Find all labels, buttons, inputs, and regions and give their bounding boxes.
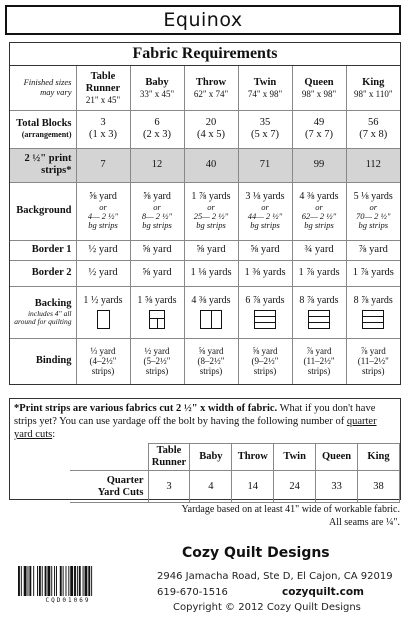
note-underlined: quarter yard cuts (14, 416, 377, 441)
background-cell (184, 182, 238, 240)
background-line: bg strips (196, 220, 226, 231)
quarter-yard-note-panel (9, 398, 401, 500)
border1-cell: ⅝ yard (130, 240, 184, 260)
company-website[interactable]: cozyquilt.com (282, 586, 364, 598)
backing-value: 1 ⅝ yards (137, 295, 177, 307)
size-name: Queen (304, 76, 334, 88)
barcode (18, 566, 118, 596)
fabric-requirements-panel (9, 42, 401, 385)
total-blocks-label (10, 110, 76, 148)
background-line: 62— 2 ½" (301, 211, 337, 222)
binding-cell (130, 338, 184, 384)
quarter-cuts-row (70, 471, 400, 503)
size-name: Table (90, 70, 116, 82)
backing-cell (346, 286, 400, 338)
fabric-requirements-heading: Fabric Requirements (10, 43, 400, 66)
backing-note: includes 4" all (27, 308, 72, 318)
backing-seam-diagram (149, 310, 165, 329)
size-name: King (362, 76, 385, 88)
quarter-size-name: Table (156, 445, 182, 457)
border1-cell: ⅝ yard (238, 240, 292, 260)
binding-line: strips) (91, 366, 115, 377)
background-line: 70— 2 ½" (355, 211, 391, 222)
background-line: bg strips (88, 220, 118, 231)
quarter-column-header (358, 444, 400, 471)
size-name: Throw (195, 76, 227, 88)
blocks-value: 6 (154, 116, 160, 128)
blocks-value: 35 (259, 116, 271, 128)
border1-cell: ⅝ yard (184, 240, 238, 260)
barcode-bar (54, 566, 55, 596)
background-line: bg strips (250, 220, 280, 231)
border2-cell: ½ yard (76, 260, 130, 286)
binding-line: (5–2½" (143, 356, 171, 367)
binding-line: ⅞ yard (360, 345, 386, 356)
binding-line: ⅝ yard (252, 345, 278, 356)
background-cell (130, 182, 184, 240)
total-blocks-cell (76, 110, 130, 148)
binding-line: (11–2½" (357, 356, 389, 367)
quarter-cuts-cell: 38 (358, 471, 400, 503)
barcode-bar (70, 566, 73, 596)
note-text: What if you don't have strips yet? You can use yardage off the bolt by having the following number of (14, 403, 376, 428)
backing-cell (76, 286, 130, 338)
binding-line: (8–2½" (197, 356, 225, 367)
binding-line: strips) (145, 366, 169, 377)
background-row (10, 182, 400, 240)
barcode-bar (79, 566, 81, 596)
barcode-bar (68, 566, 69, 596)
border1-label: Border 1 (10, 240, 76, 260)
backing-value: 8 ⅞ yards (299, 295, 339, 307)
barcode-bar (39, 566, 41, 596)
background-cell (238, 182, 292, 240)
yardage-footnote: Yardage based on at least 41" wide of workable fabric. (181, 504, 400, 515)
seams-footnote: All seams are ¼". (328, 517, 400, 528)
print-strips-text: 2 ½" print (24, 152, 72, 164)
background-line: or (99, 201, 107, 212)
border2-cell: ⅝ yard (130, 260, 184, 286)
backing-cell (184, 286, 238, 338)
barcode-bar (51, 566, 52, 596)
backing-cell (238, 286, 292, 338)
border2-cell: 1 ⅛ yards (184, 260, 238, 286)
background-line: ⅝ yard (89, 191, 117, 203)
barcode-bar (83, 566, 84, 596)
background-line: or (315, 201, 323, 212)
size-dims: 74" x 98" (247, 88, 283, 99)
quarter-size-name: Baby (199, 451, 223, 463)
quarter-column-header (274, 444, 316, 471)
arrangement-value: (7 x 7) (305, 129, 333, 140)
pattern-title: Equinox (163, 9, 243, 31)
binding-row (10, 338, 400, 384)
total-blocks-cell (238, 110, 292, 148)
print-strips-text-2: strips* (41, 165, 72, 176)
border2-cell: 1 ⅞ yards (292, 260, 346, 286)
border1-cell: ⅞ yard (346, 240, 400, 260)
quarter-header-row (70, 444, 400, 471)
print-strips-cell: 71 (238, 148, 292, 182)
background-line: or (207, 201, 215, 212)
barcode-bar (24, 566, 27, 596)
size-dims: 21" x 45" (85, 94, 121, 105)
arrangement-value: (5 x 7) (251, 129, 279, 140)
quarter-cuts-cell: 33 (316, 471, 358, 503)
background-cell (76, 182, 130, 240)
quarter-yard-table (70, 443, 400, 503)
background-cell (292, 182, 346, 240)
quarter-size-name: Throw (237, 451, 268, 463)
backing-value: 8 ⅞ yards (353, 295, 393, 307)
barcode-bar (37, 566, 38, 596)
background-label: Background (10, 182, 76, 240)
blocks-value: 56 (368, 116, 379, 128)
size-dims: 33" x 45" (139, 88, 175, 99)
quarter-label-line: Quarter (106, 474, 144, 486)
binding-line: strips) (362, 366, 385, 377)
quarter-size-name: Queen (321, 451, 352, 463)
binding-line: ⅞ yard (306, 345, 332, 356)
size-note-line: may vary (40, 86, 72, 97)
barcode-bar (77, 566, 78, 596)
arrangement-value: (7 x 8) (359, 129, 388, 140)
print-strips-note (10, 399, 400, 441)
background-cell (346, 182, 400, 240)
binding-line: strips) (253, 366, 277, 377)
quarter-label-line: Yard Cuts (97, 486, 144, 498)
barcode-bar (91, 566, 92, 596)
barcode-bar (56, 566, 57, 596)
binding-label: Binding (10, 338, 76, 384)
barcode-bar (42, 566, 43, 596)
barcode-bar (28, 566, 29, 596)
arrangement-value: (2 x 3) (143, 129, 171, 140)
quarter-column-header (190, 444, 232, 471)
size-column-header (346, 66, 400, 110)
backing-label (10, 286, 76, 338)
backing-value: 1 ½ yards (83, 295, 123, 307)
backing-row (10, 286, 400, 338)
size-dims: 98" x 98" (301, 88, 337, 99)
total-blocks-cell (130, 110, 184, 148)
size-note-line: Finished sizes (23, 77, 72, 88)
background-line: ⅝ yard (143, 191, 171, 203)
border1-cell: ½ yard (76, 240, 130, 260)
binding-line: (4–2½" (89, 356, 117, 367)
note-end: : (52, 429, 56, 441)
quarter-column-header (316, 444, 358, 471)
arrangement-value: (4 x 5) (197, 129, 225, 140)
backing-seam-diagram (308, 310, 330, 329)
background-line: or (261, 201, 269, 212)
binding-line: strips) (307, 366, 331, 377)
company-address: 2946 Jamacha Road, Ste D, El Cajon, CA 92019 (157, 571, 393, 582)
border2-label: Border 2 (10, 260, 76, 286)
backing-seam-diagram (97, 310, 110, 329)
quarter-cuts-cell: 14 (232, 471, 274, 503)
size-column-header (184, 66, 238, 110)
background-line: or (153, 201, 161, 212)
blocks-value: 49 (313, 116, 325, 128)
binding-line: ½ yard (144, 345, 170, 356)
size-name: Baby (145, 76, 169, 88)
size-header-row (10, 66, 400, 110)
background-line: 4 ⅜ yards (299, 191, 339, 203)
quarter-column-header (148, 444, 190, 471)
barcode-bar (74, 566, 76, 596)
binding-line: strips) (199, 366, 223, 377)
arrangement-text: (arrangement) (21, 130, 72, 140)
quarter-cuts-cell: 3 (148, 471, 190, 503)
border1-cell: ¾ yard (292, 240, 346, 260)
blocks-value: 3 (100, 116, 106, 128)
print-strips-cell: 99 (292, 148, 346, 182)
blocks-value: 20 (205, 116, 217, 128)
pattern-title-box (5, 5, 401, 35)
quarter-column-header (232, 444, 274, 471)
total-blocks-text: Total Blocks (16, 118, 72, 130)
binding-line: (11–2½" (303, 356, 335, 367)
size-column-header (76, 66, 130, 110)
arrangement-value: (1 x 3) (89, 129, 117, 140)
quarter-cuts-cell: 4 (190, 471, 232, 503)
barcode-bar (21, 566, 22, 596)
backing-text: Backing (34, 297, 72, 309)
binding-cell (238, 338, 292, 384)
quarter-cuts-label (70, 471, 148, 503)
total-blocks-row (10, 110, 400, 148)
background-line: or (369, 201, 378, 212)
size-name: Runner (85, 82, 121, 94)
print-strips-cell: 112 (346, 148, 400, 182)
binding-cell (184, 338, 238, 384)
barcode-bar (63, 566, 64, 596)
barcode-bar (33, 566, 34, 596)
company-phone: 619-670-1516 (157, 587, 228, 598)
barcode-bar (29, 566, 31, 596)
size-dims: 98" x 110" (353, 88, 393, 99)
barcode-bar (60, 566, 62, 596)
border2-cell: 1 ⅜ yards (238, 260, 292, 286)
barcode-bar (47, 566, 50, 596)
backing-cell (130, 286, 184, 338)
size-dims: 62" x 74" (193, 88, 229, 99)
total-blocks-cell (346, 110, 400, 148)
background-line: 1 ⅞ yards (191, 191, 231, 203)
binding-line: ⅝ yard (198, 345, 224, 356)
barcode-bar (88, 566, 90, 596)
backing-value: 6 ⅞ yards (245, 295, 285, 307)
border2-cell: 1 ⅞ yards (346, 260, 400, 286)
barcode-number: CQD01069 (45, 597, 91, 604)
background-line: 5 ⅛ yards (353, 191, 393, 203)
quarter-header-blank (70, 444, 148, 471)
binding-line: ⅓ yard (90, 345, 116, 356)
background-line: bg strips (142, 220, 172, 231)
border1-row (10, 240, 400, 260)
barcode-bar (85, 566, 88, 596)
background-line: bg strips (304, 220, 334, 231)
barcode-bar (66, 566, 67, 596)
print-strips-cell: 12 (130, 148, 184, 182)
print-strips-cell: 7 (76, 148, 130, 182)
background-line: 4— 2 ½" (87, 211, 119, 222)
binding-cell (76, 338, 130, 384)
note-bold: *Print strips are various fabrics cut 2 ½" x width of fabric. (14, 403, 278, 414)
quarter-cuts-cell: 24 (274, 471, 316, 503)
size-note-cell (10, 66, 76, 110)
background-line: 3 ⅛ yards (245, 191, 285, 203)
company-copyright: Copyright © 2012 Cozy Quilt Designs (173, 602, 361, 613)
quarter-size-name: Runner (151, 457, 187, 468)
total-blocks-cell (292, 110, 346, 148)
barcode-bar (45, 566, 47, 596)
border2-row (10, 260, 400, 286)
backing-note: around for quilting (14, 317, 72, 327)
backing-cell (292, 286, 346, 338)
size-column-header (130, 66, 184, 110)
backing-seam-diagram (362, 310, 384, 329)
size-column-header (292, 66, 346, 110)
binding-cell (346, 338, 400, 384)
background-line: 25— 2 ½" (193, 211, 229, 222)
binding-cell (292, 338, 346, 384)
barcode-bar (18, 566, 20, 596)
backing-seam-diagram (200, 310, 222, 329)
total-blocks-cell (184, 110, 238, 148)
backing-value: 4 ⅜ yards (191, 295, 231, 307)
size-name: Twin (253, 76, 277, 88)
size-column-header (238, 66, 292, 110)
binding-line: (9–2½" (251, 356, 279, 367)
backing-seam-diagram (254, 310, 276, 329)
company-logo: Cozy Quilt Designs (182, 545, 330, 561)
quarter-size-name: King (367, 451, 390, 463)
print-strips-label (10, 148, 76, 182)
background-line: 44— 2 ½" (247, 211, 283, 222)
quarter-size-name: Twin (283, 451, 306, 463)
background-line: bg strips (358, 220, 389, 231)
print-strips-cell: 40 (184, 148, 238, 182)
background-line: 8— 2 ½" (141, 211, 173, 222)
print-strips-row (10, 148, 400, 182)
fabric-requirements-table (10, 66, 400, 384)
